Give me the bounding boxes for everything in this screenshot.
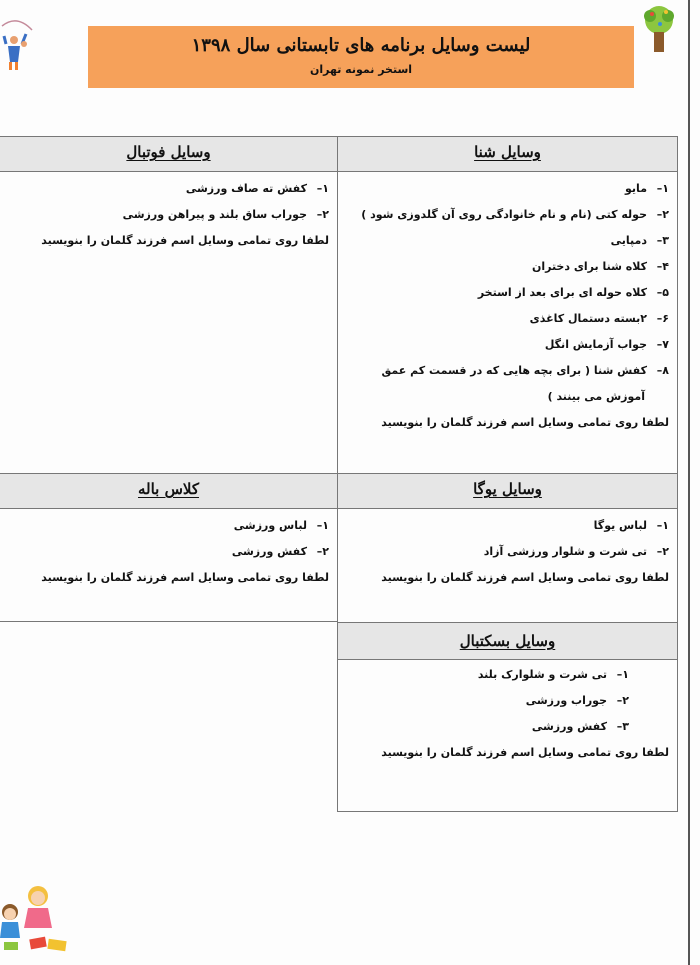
list-item: ۲–تی شرت و شلوار ورزشی آزاد: [483, 545, 669, 558]
tree-logo-icon: [640, 4, 678, 54]
section-title: وسایل شنا: [474, 143, 541, 161]
section-swimming: [338, 136, 677, 470]
list-item-continuation: آموزش می بینند ): [547, 390, 645, 403]
list-item: ۱–لباس یوگا: [593, 519, 669, 532]
name-label-note: لطفا روی تمامی وسایل اسم فرزند گلمان را بنویسید: [41, 571, 329, 584]
children-logo-icon: [0, 16, 34, 78]
name-label-note: لطفا روی تمامی وسایل اسم فرزند گلمان را بنویسید: [381, 746, 669, 759]
section-title: کلاس باله: [138, 480, 199, 498]
list-item: ۲–کفش ورزشی: [231, 545, 329, 558]
section-body: [340, 662, 669, 766]
section-title: وسایل بسکتبال: [459, 632, 556, 650]
section-ballet: [0, 473, 337, 621]
list-item: ۱–تی شرت و شلوارک بلند: [477, 668, 629, 681]
list-item: ۱–لباس ورزشی: [233, 519, 329, 532]
section-basketball: [338, 622, 677, 811]
list-item: ۲–حوله کتی (نام و نام خانوادگی روی آن گلدوزی شود ): [361, 208, 669, 221]
list-item: ۵–کلاه حوله ای برای بعد از استخر: [477, 286, 669, 299]
document-header: [88, 26, 634, 88]
section-body: [340, 176, 669, 436]
list-item: ۲–جوراب ساق بلند و پیراهن ورزشی: [122, 208, 329, 221]
list-item: ۸–کفش شنا ( برای بچه هایی که در قسمت کم عمق: [381, 364, 669, 377]
name-label-note: لطفا روی تمامی وسایل اسم فرزند گلمان را بنویسید: [381, 571, 669, 584]
section-body: [2, 176, 329, 254]
section-football: [0, 136, 337, 470]
list-item: ۳–کفش ورزشی: [531, 720, 629, 733]
list-item: ۱–مایو: [625, 182, 669, 195]
name-label-note: لطفا روی تمامی وسایل اسم فرزند گلمان را بنویسید: [381, 416, 669, 429]
section-yoga: [338, 473, 677, 621]
document-subtitle: استخر نمونه تهران: [309, 63, 413, 76]
page-right-border: [688, 0, 690, 965]
document-title: لیست وسایل برنامه های تابستانی سال ۱۳۹۸: [191, 35, 531, 56]
section-header: [0, 136, 337, 172]
list-item: ۷–جواب آزمایش انگل: [544, 338, 669, 351]
name-label-note: لطفا روی تمامی وسایل اسم فرزند گلمان را بنویسید: [41, 234, 329, 247]
section-body: [2, 513, 329, 591]
basketball-bottom-border: [337, 811, 678, 812]
section-title: وسایل فوتبال: [126, 143, 211, 161]
list-item: ۴–کلاه شنا برای دختران: [531, 260, 669, 273]
list-item: ۳–دمپایی: [610, 234, 669, 247]
list-item: ۶–۲بسته دستمال کاغذی: [529, 312, 669, 325]
section-title: وسایل یوگا: [473, 480, 542, 498]
section-body: [340, 513, 669, 591]
kids-illustration-icon: [0, 878, 80, 958]
table-right-border: [677, 136, 678, 812]
section-header: [0, 473, 337, 509]
section-header: [338, 473, 677, 509]
list-item: ۱–کفش ته صاف ورزشی: [185, 182, 329, 195]
section-header: [338, 136, 677, 172]
list-item: ۲–جوراب ورزشی: [525, 694, 629, 707]
section-header: [338, 622, 677, 660]
row-divider: [0, 621, 337, 622]
